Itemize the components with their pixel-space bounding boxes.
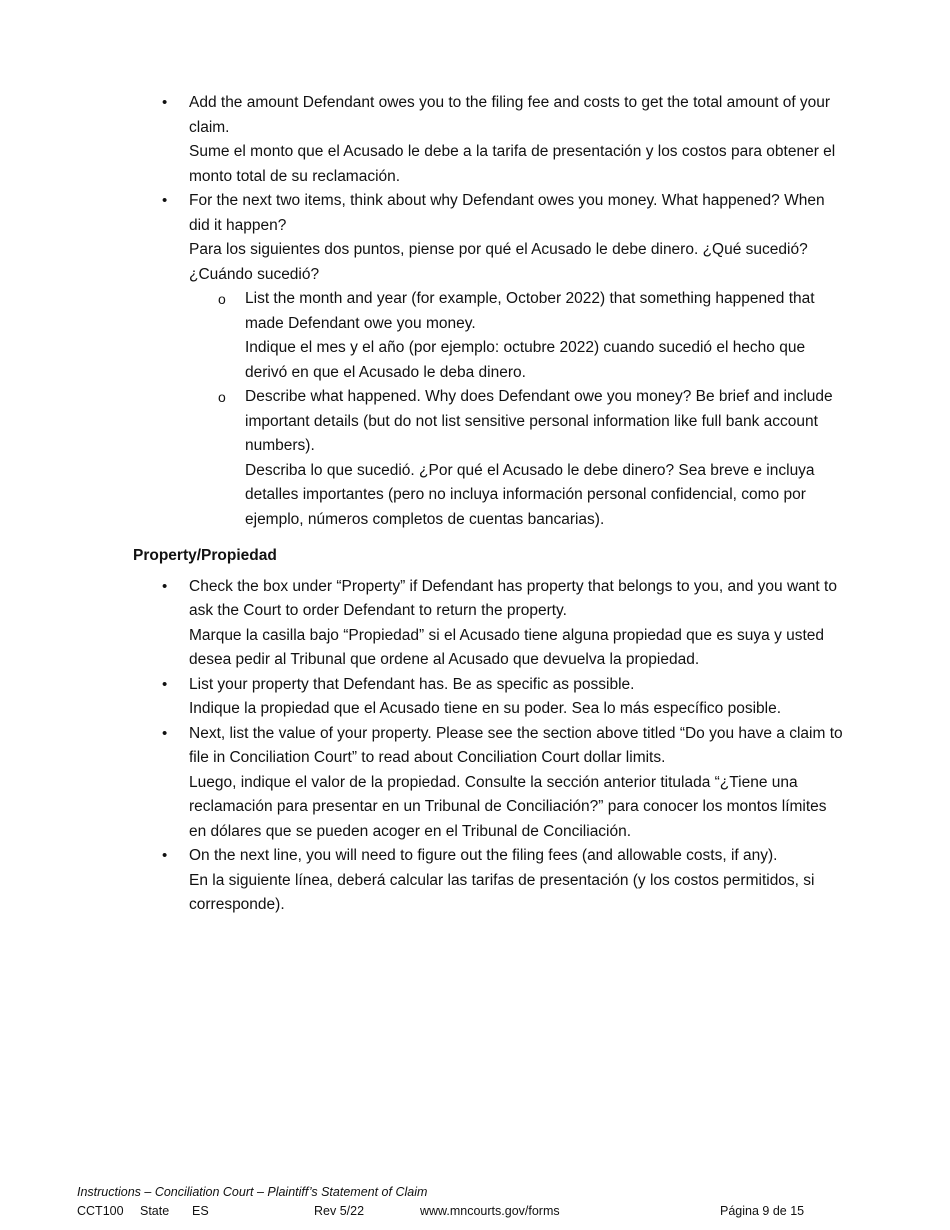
list-item [162, 91, 843, 189]
claim-instructions-list [133, 91, 843, 532]
instruction-text-es: Describa lo que sucedió. ¿Por qué el Acusado le debe dinero? Sea breve e incluya detalles importantes (pero no incluya información personal confidencial, como por ejemplo, números completos de cuentas bancarias). [245, 461, 815, 528]
instruction-text-en: List your property that Defendant has. Be as specific as possible. [189, 675, 635, 693]
instruction-text-es: Sume el monto que el Acusado le debe a la tarifa de presentación y los costos para obtener el monto total de su reclamación. [189, 143, 836, 185]
footer-document-title: Instructions – Conciliation Court – Plaintiff’s Statement of Claim [77, 1185, 428, 1199]
bullet-icon: • [162, 847, 168, 864]
list-item [162, 575, 843, 673]
property-instructions-list [133, 575, 843, 918]
list-item [162, 722, 843, 845]
instruction-text-en: For the next two items, think about why Defendant owes you money. What happened? When did it happen? [189, 192, 825, 234]
footer-form-code: CCT100 [77, 1204, 124, 1218]
instruction-text-en: Next, list the value of your property. Please see the section above titled “Do you have a claim to file in Conciliation Court” to read about Conciliation Court dollar limits. [189, 724, 843, 766]
footer-meta-row [77, 1202, 837, 1221]
instruction-text-es: En la siguiente línea, deberá calcular las tarifas de presentación (y los costos permitidos, si corresponde). [189, 871, 815, 913]
list-item [162, 673, 843, 722]
bullet-icon: • [162, 192, 168, 209]
sub-list-item [218, 385, 843, 532]
instruction-text-es: Para los siguientes dos puntos, piense por qué el Acusado le debe dinero. ¿Qué sucedió? ¿Cuándo sucedió? [189, 241, 808, 283]
sub-instructions-list [189, 287, 843, 532]
hollow-bullet-icon: o [218, 389, 226, 405]
hollow-bullet-icon: o [218, 291, 226, 307]
instruction-text-es: Indique el mes y el año (por ejemplo: octubre 2022) cuando sucedió el hecho que derivó en que el Acusado le deba dinero. [245, 339, 806, 381]
instruction-text-en: Describe what happened. Why does Defendant owe you money? Be brief and include important details (but do not list sensitive personal information like full bank account numbers). [245, 388, 833, 454]
instruction-text-es: Indique la propiedad que el Acusado tiene en su poder. Sea lo más específico posible. [189, 700, 781, 717]
instruction-text-es: Marque la casilla bajo “Propiedad” si el Acusado tiene alguna propiedad que es suya y usted desea pedir al Tribunal que ordene al Acusado que devuelva la propiedad. [189, 626, 825, 668]
footer-language: ES [192, 1204, 209, 1218]
footer-revision: Rev 5/22 [314, 1204, 365, 1218]
instructions-content [133, 91, 843, 918]
bullet-icon: • [162, 675, 168, 693]
bullet-icon: • [162, 94, 168, 111]
list-item [162, 189, 843, 532]
bullet-icon: • [162, 577, 168, 595]
sub-list-item [218, 287, 843, 385]
instruction-text-en: List the month and year (for example, October 2022) that something happened that made Defendant owe you money. [245, 290, 815, 332]
instruction-text-en: Check the box under “Property” if Defendant has property that belongs to you, and you want to ask the Court to order Defendant to return the property. [189, 577, 837, 619]
footer-page-number: Página 9 de 15 [720, 1204, 805, 1218]
footer-jurisdiction: State [140, 1204, 170, 1218]
footer-url: www.mncourts.gov/forms [420, 1204, 560, 1218]
instruction-text-en: Add the amount Defendant owes you to the filing fee and costs to get the total amount of your claim. [189, 94, 831, 136]
page-footer [77, 1183, 837, 1221]
property-section-heading: Property/Propiedad [133, 547, 277, 564]
list-item [162, 844, 843, 918]
bullet-icon: • [162, 724, 168, 742]
instruction-text-en: On the next line, you will need to figure out the filing fees (and allowable costs, if any). [189, 847, 778, 864]
instruction-text-es: Luego, indique el valor de la propiedad. Consulte la sección anterior titulada “¿Tiene una reclamación para presentar en un Tribunal de Conciliación?” para conocer los montos límites en dólares que se pueden acoger en el Tribunal de Conciliación. [189, 773, 827, 840]
